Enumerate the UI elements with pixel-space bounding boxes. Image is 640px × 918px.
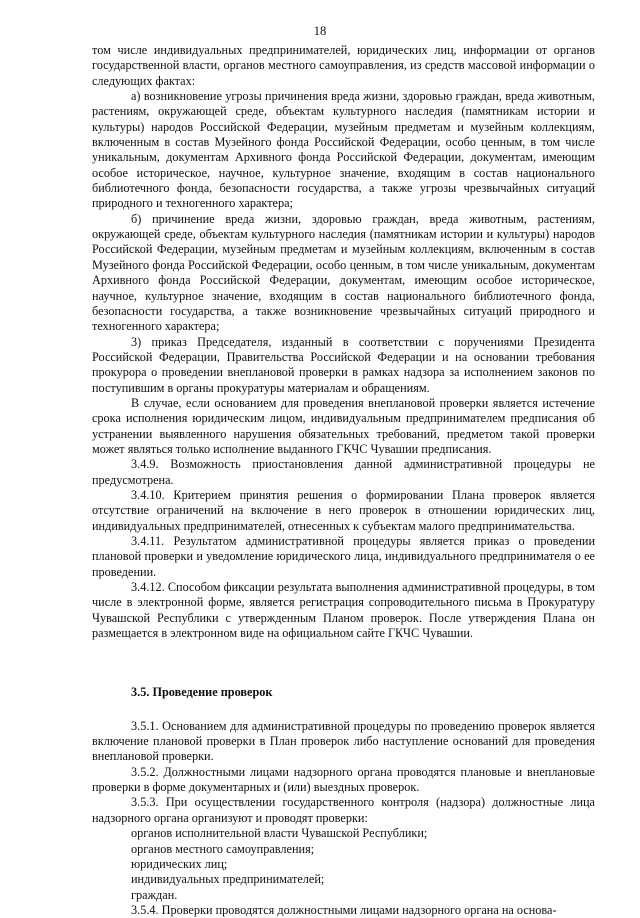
paragraph-item-3: 3) приказ Председателя, изданный в соответствии с поручениями Президента Российской Федерации, Правительства Российской Федерации и на основании требования прокурора о проведении внеплановой проверки в рамках надзора за исполнением законов по поступившим в органы прокуратуры материалам и обращениям. xyxy=(92,334,595,395)
list-item: органов исполнительной власти Чувашской Республики; xyxy=(131,826,428,841)
paragraph-3-5-1: 3.5.1. Основанием для административной процедуры по проведению проверок является включение плановой проверки в План проверок либо наступление оснований для проведения внеплановой проверки. xyxy=(92,718,595,764)
paragraph-item-a: а) возникновение угрозы причинения вреда жизни, здоровью граждан, вреда животным, растениям, окружающей среде, объектам культурного наследия (памятникам истории и культуры) народов Российской Федерации, музейным предметам и музейным коллекциям, включенным в состав Музейного фонда Российской Федерации, особо ценным, в том числе уникальным, документам Архивного фонда Российской Федерации, документам, имеющим особое историческое, научное, культурное значение, входящим в состав национального библиотечного фонда, безопасности государства, а также угрозы чрезвычайных ситуаций природного и техногенного характера; xyxy=(92,89,595,211)
paragraph-item-b: б) причинение вреда жизни, здоровью граждан, вреда животным, растениям, окружающей среде, объектам культурного наследия (памятникам истории и культуры) народов Российской Федерации, музейным предметам и музейным коллекциям, включенным в состав Музейного фонда Российской Федерации, особо ценным, в том числе уникальным, документам Архивного фонда Российской Федерации, документам, имеющим особое историческое, научное, культурное значение, входящим в состав национального библиотечного фонда, безопасности государства, а также возникновение чрезвычайных ситуаций природного и техногенного характера; xyxy=(92,211,595,334)
paragraph-3-5-2: 3.5.2. Должностными лицами надзорного органа проводятся плановые и внеплановые проверки в форме документарных и (или) выездных проверок. xyxy=(92,764,595,795)
document-body xyxy=(92,43,595,918)
section-heading: 3.5. Проведение проверок xyxy=(131,685,273,700)
paragraph-3-4-11: 3.4.11. Результатом административной процедуры является приказ о проведении плановой проверки и уведомление юридического лица, индивидуального предпринимателя о ее проведении. xyxy=(92,534,595,579)
paragraph-3-4-12: 3.4.12. Способом фиксации результата выполнения административной процедуры, в том числе в электронной форме, является регистрация сопроводительного письма в Прокуратуру Чувашской Республики с утвержденным Планом проверок. После утверждения Плана он размещается в электронном виде на официальном сайте ГКЧС Чувашии. xyxy=(92,580,595,641)
list-item: органов местного самоуправления; xyxy=(131,841,315,856)
paragraph-continuation: том числе индивидуальных предпринимателей, юридических лиц, информации от органов государственной власти, органов местного самоуправления, из средств массовой информации о следующих фактах: xyxy=(92,43,595,88)
paragraph-3-4-9: 3.4.9. Возможность приостановления данной административной процедуры не предусмотрена. xyxy=(92,457,595,487)
paragraph-3-5-3: 3.5.3. При осуществлении государственного контроля (надзора) должностные лица надзорного органа организуют и проводят проверки: xyxy=(92,795,595,825)
paragraph-3-4-10: 3.4.10. Критерием принятия решения о формировании Плана проверок является отсутствие ограничений на включение в него проверок в отношении юридических лиц, индивидуальных предпринимателей, отнесенных к субъектам малого предпринимательства. xyxy=(92,487,595,533)
page-number: 18 xyxy=(313,24,327,38)
paragraph-3-5-4: 3.5.4. Проверки проводятся должностными лицами надзорного органа на основа- xyxy=(131,902,557,917)
list-item: индивидуальных предпринимателей; xyxy=(131,872,325,887)
paragraph-unscheduled-case: В случае, если основанием для проведения внеплановой проверки является истечение срока исполнения юридическим лицом, индивидуальным предпринимателем предписания об устранении выявленного нарушения обязательных требований, предметом такой проверки может являться только исполнение выданного ГКЧС Чувашии предписания. xyxy=(92,395,595,456)
list-item: граждан. xyxy=(131,887,178,902)
list-item: юридических лиц; xyxy=(131,856,228,871)
